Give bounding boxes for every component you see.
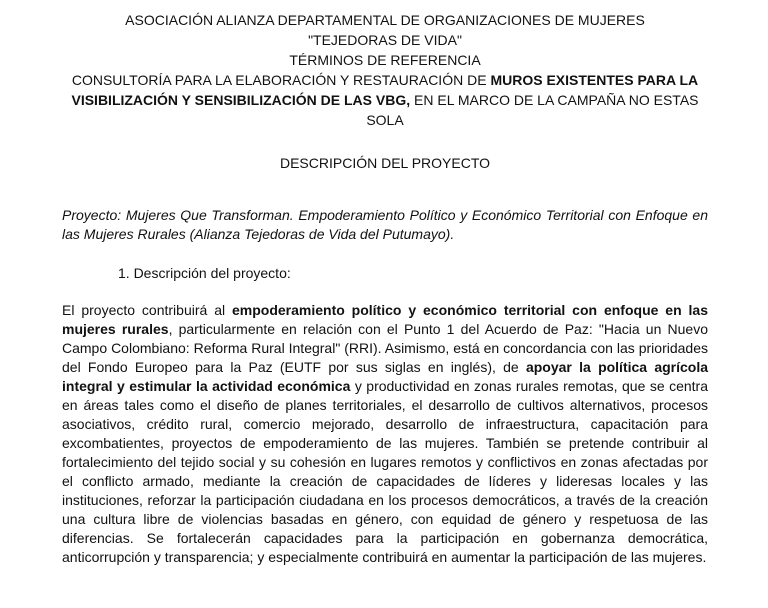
header-consultancy-line2 bbox=[62, 90, 708, 130]
project-title: Proyecto: Mujeres Que Transforman. Empoderamiento Político y Económico Territorial con Enfoque en las Mujeres Rurales (Alianza Tejedoras de Vida del Putumayo). bbox=[62, 207, 708, 242]
body-bold-part1: empoderamiento político y económico territorial con enfoque en las mujeres rurales bbox=[62, 302, 708, 337]
header-consultancy-text: CONSULTORÍA PARA LA ELABORACIÓN Y RESTAURACIÓN DE bbox=[71, 72, 491, 88]
section-title: DESCRIPCIÓN DEL PROYECTO bbox=[279, 155, 491, 171]
body-text-part3: y productividad en zonas rurales remotas, que se centra en áreas tales como el diseño de planes territoriales, el desarrollo de cultivos alternativos, procesos asociativos, crédito rural, comercio mejorado, desarrollo de infraestructura, capacitación para excombatientes, proyectos de empoderamiento de las mujeres. También se pretende contribuir al fortalecimiento del tejido social y su cohesión en lugares remotos y conflictivos en zonas afectadas por el conflicto armado, mediante la creación de capacidades de líderes y lideresas locales y las instituciones, reforzar la participación ciudadana en los procesos democráticos, a través de la creación una cultura libre de violencias basadas en género, con equidad de género y respetuosa de las diferencias. Se fortalecerán capacidades para la participación en gobernanza democrática, anticorrupción y transparencia; y especialmente contribuirá en aumentar la participación de las mujeres. bbox=[62, 378, 708, 565]
body-text-part1: El proyecto contribuirá al bbox=[62, 302, 232, 318]
header-organization-name: "TEJEDORAS DE VIDA" bbox=[308, 32, 462, 48]
body-text-part2: , particularmente en relación con el Punto 1 del Acuerdo de Paz: "Hacia un Nuevo Campo Colombiano: Reforma Rural Integral" (RRI). Asimismo, está en concordancia con las prioridades del Fondo Europeo para la Paz (EUTF por sus siglas en inglés), de bbox=[62, 321, 708, 375]
document-header bbox=[62, 10, 708, 130]
header-vbg-bold: VISIBILIZACIÓN Y SENSIBILIZACIÓN DE LAS VBG, bbox=[71, 92, 411, 108]
body-paragraph bbox=[62, 301, 708, 567]
header-consultancy-bold: MUROS EXISTENTES PARA LA bbox=[490, 72, 699, 88]
header-terms-title: TÉRMINOS DE REFERENCIA bbox=[289, 52, 481, 68]
header-campaign-text: EN EL MARCO DE LA CAMPAÑA NO ESTAS SOLA bbox=[366, 92, 699, 128]
header-organization: ASOCIACIÓN ALIANZA DEPARTAMENTAL DE ORGANIZACIONES DE MUJERES bbox=[125, 12, 645, 28]
header-consultancy-line1 bbox=[62, 70, 708, 90]
body-bold-part2: apoyar la política agrícola integral y estimular la actividad económica bbox=[62, 359, 709, 394]
subheading: 1. Descripción del proyecto: bbox=[118, 265, 291, 281]
